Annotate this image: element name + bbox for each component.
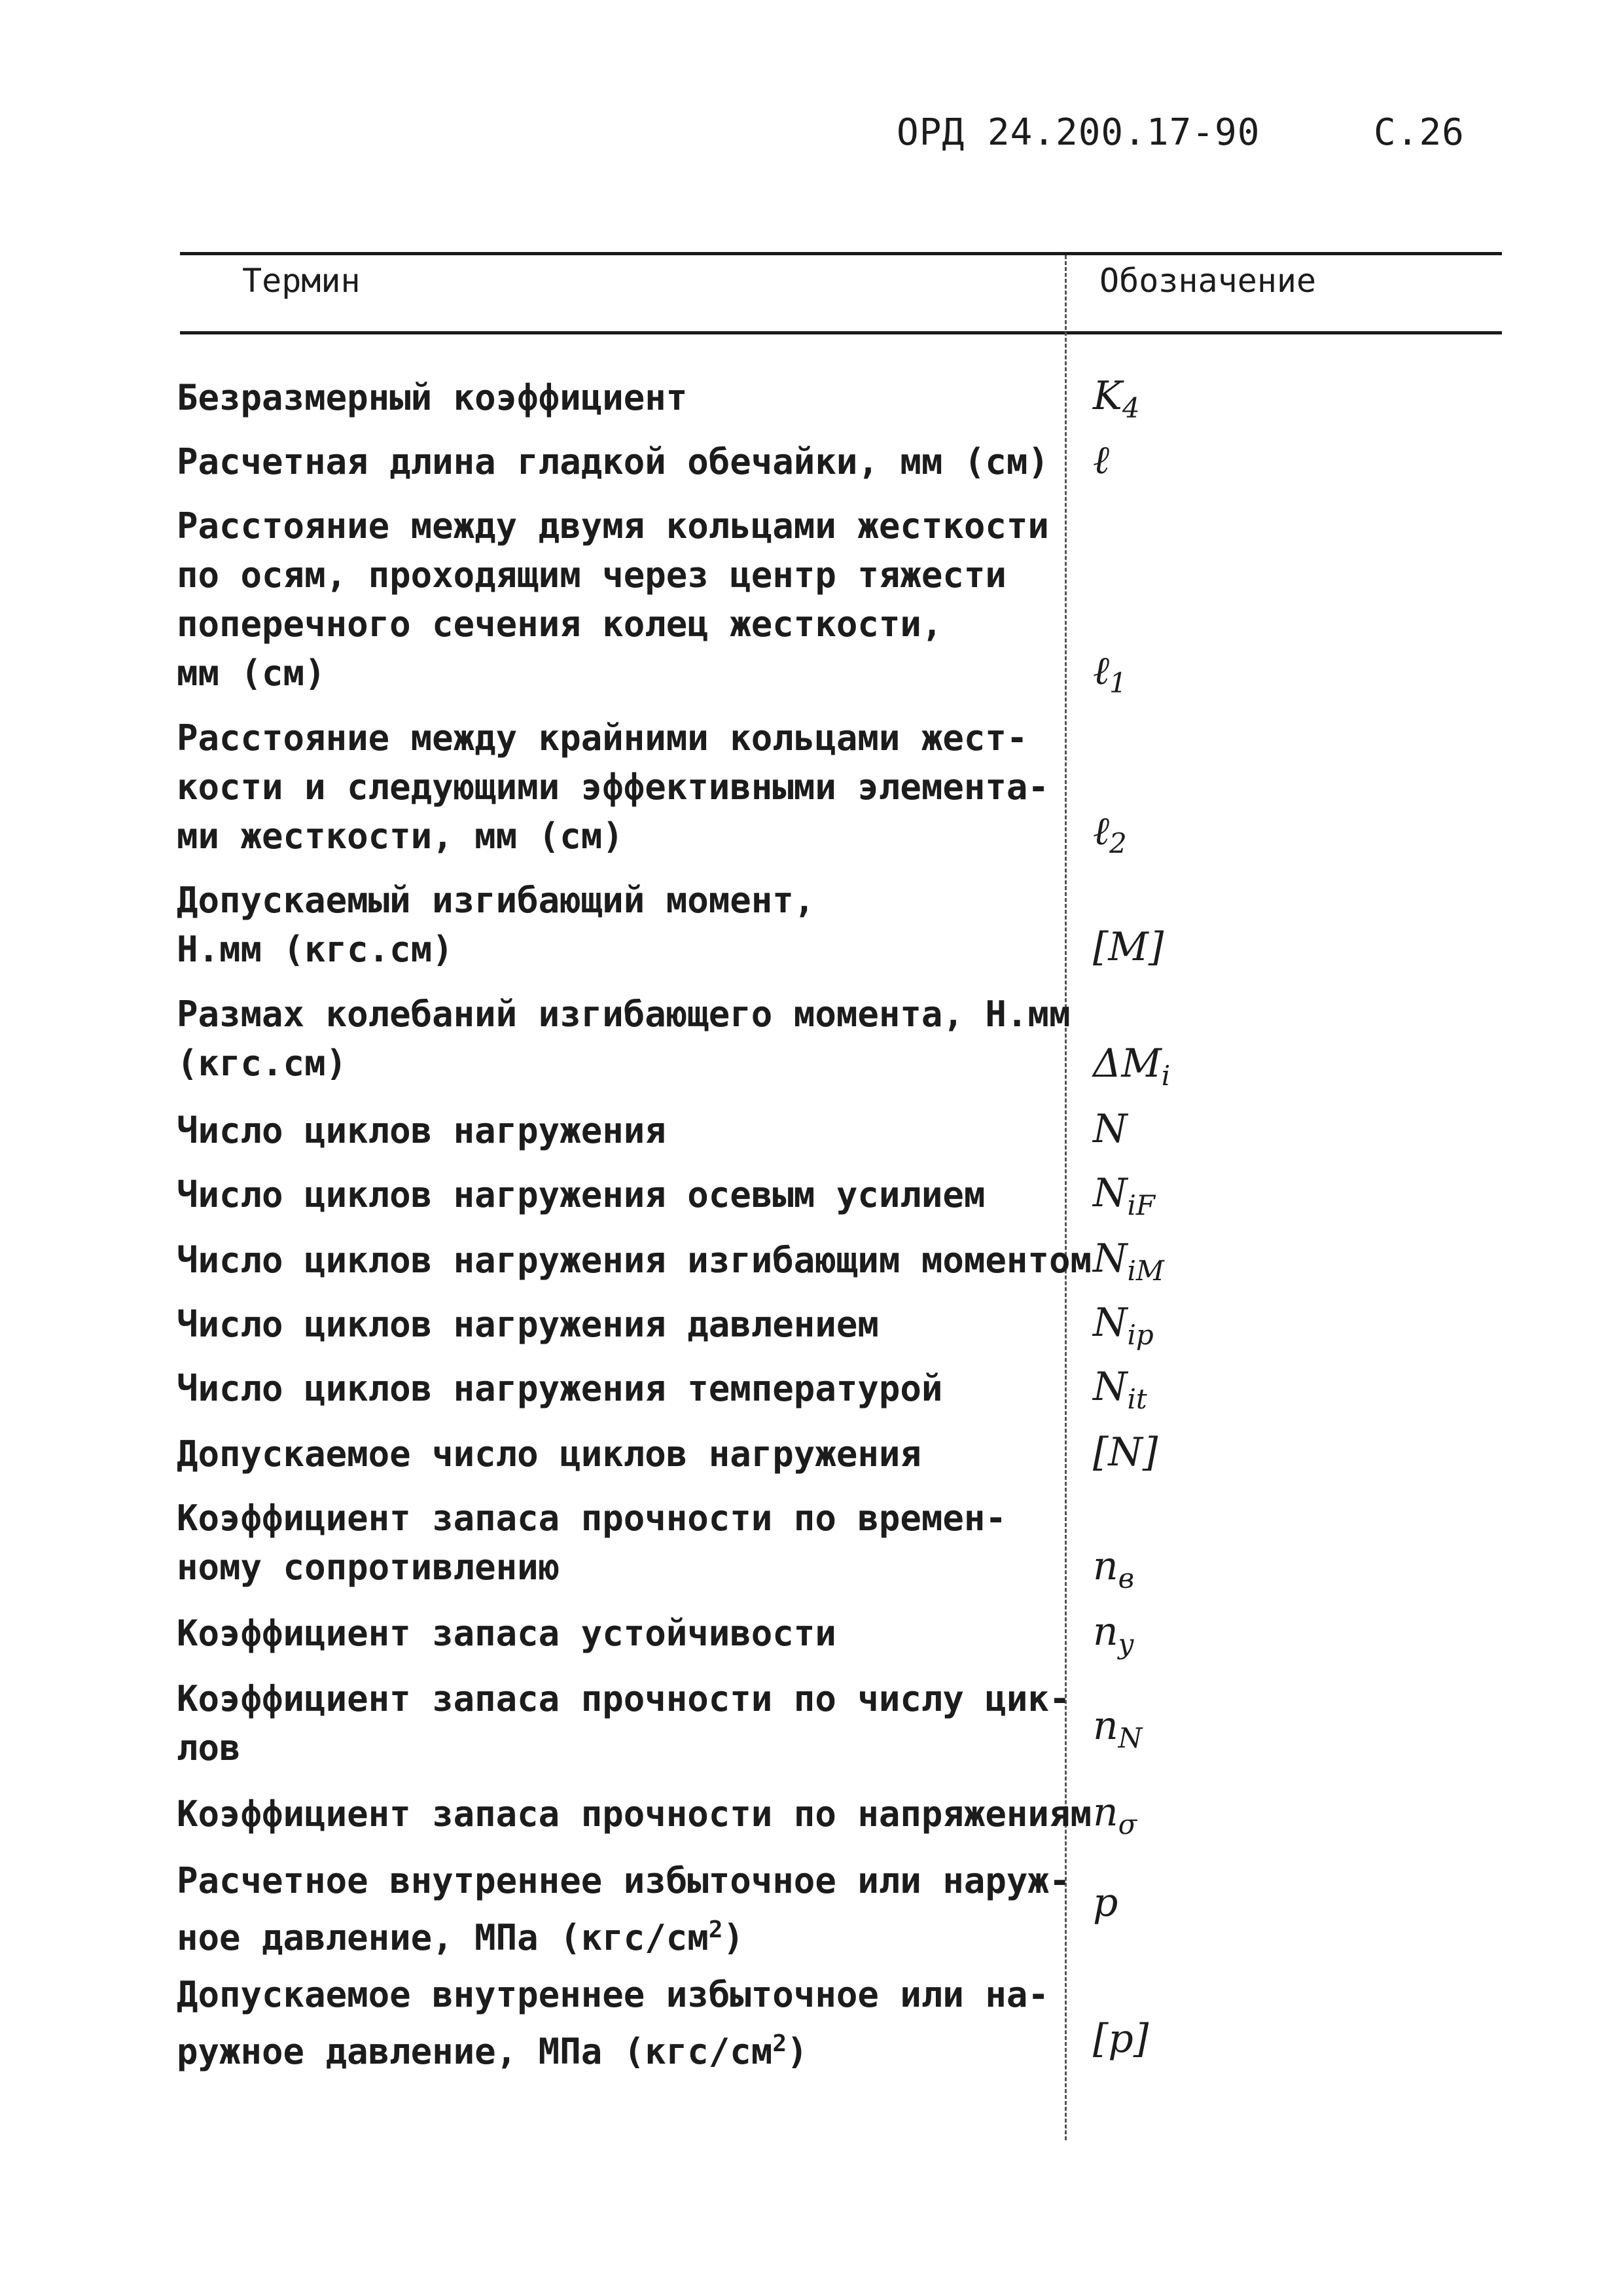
term-row: Безразмерный коэффициент <box>177 377 688 418</box>
column-header-term: Термин <box>242 262 361 300</box>
term-row: Коэффициент запаса прочности по числу цик- лов <box>177 1678 1071 1768</box>
document-header <box>897 111 1465 154</box>
symbol-row: $N_{iF}$ <box>1093 1170 1156 1221</box>
term-row: Коэффициент запаса прочности по напряжениям <box>177 1793 1092 1835</box>
symbol-row: ℓ$_1$ <box>1093 648 1127 699</box>
symbol-row: $n_в$ <box>1093 1543 1135 1594</box>
term-row: Расчетное внутреннее избыточное или наруж- ное давление, МПа $(кгс/см^2)$ <box>177 1860 1071 1958</box>
term-row: Число циклов нагружения <box>177 1110 666 1151</box>
symbol-row: [N] <box>1093 1429 1158 1475</box>
term-row: Допускаемое число циклов нагружения <box>177 1433 921 1475</box>
doc-code: ОРД 24.200.17-90 <box>897 111 1260 154</box>
term-row: Допускаемое внутреннее избыточное или на- ружное давление, МПа $(кгс/см^2)$ <box>177 1974 1049 2072</box>
symbol-row: [M] <box>1093 924 1164 970</box>
table-header-rule <box>180 331 1502 334</box>
term-row: Коэффициент запаса устойчивости <box>177 1613 836 1654</box>
symbol-row: ℓ <box>1093 437 1109 483</box>
term-row: Расстояние между двумя кольцами жесткости по осям, проходящим через центр тяжести поперечного сечения колец жесткости, мм (см) <box>177 505 1049 694</box>
table-top-rule <box>180 252 1502 255</box>
symbol-row: $N_{ip}$ <box>1093 1300 1154 1351</box>
term-row: Число циклов нагружения изгибающим моментом <box>177 1240 1092 1281</box>
symbol-row: $\Delta M_i$ <box>1093 1041 1171 1092</box>
term-row: Число циклов нагружения осевым усилием <box>177 1174 986 1215</box>
symbol-row: $n_N$ <box>1093 1703 1143 1754</box>
term-row: Число циклов нагружения давлением <box>177 1304 879 1345</box>
symbol-row: p <box>1093 1880 1118 1926</box>
term-row: Число циклов нагружения температурой <box>177 1368 943 1409</box>
symbol-row: ℓ$_2$ <box>1093 808 1127 859</box>
symbol-row: $K_4$ <box>1093 373 1140 424</box>
term-row: Допускаемый изгибающий момент, Н.мм (кгс.см) <box>177 880 815 970</box>
symbol-row: N <box>1093 1106 1128 1152</box>
symbol-row: $n_у$ <box>1093 1609 1135 1660</box>
symbol-row: $N_{it}$ <box>1093 1364 1147 1415</box>
term-row: Коэффициент запаса прочности по времен- ному сопротивлению <box>177 1498 1007 1588</box>
page-number: С.26 <box>1374 111 1465 154</box>
symbol-row: $n_\sigma$ <box>1093 1789 1137 1840</box>
term-row: Расстояние между крайними кольцами жест- кости и следующими эффективными элемента- ми жесткости, мм (см) <box>177 717 1049 857</box>
symbol-row: [p] <box>1093 2016 1149 2062</box>
column-header-symbol: Обозначение <box>1099 262 1317 300</box>
symbol-row: $N_{iM}$ <box>1093 1236 1164 1287</box>
term-row: Расчетная длина гладкой обечайки, мм (см) <box>177 441 1049 482</box>
term-row: Размах колебаний изгибающего момента, Н.мм (кгс.см) <box>177 994 1071 1084</box>
